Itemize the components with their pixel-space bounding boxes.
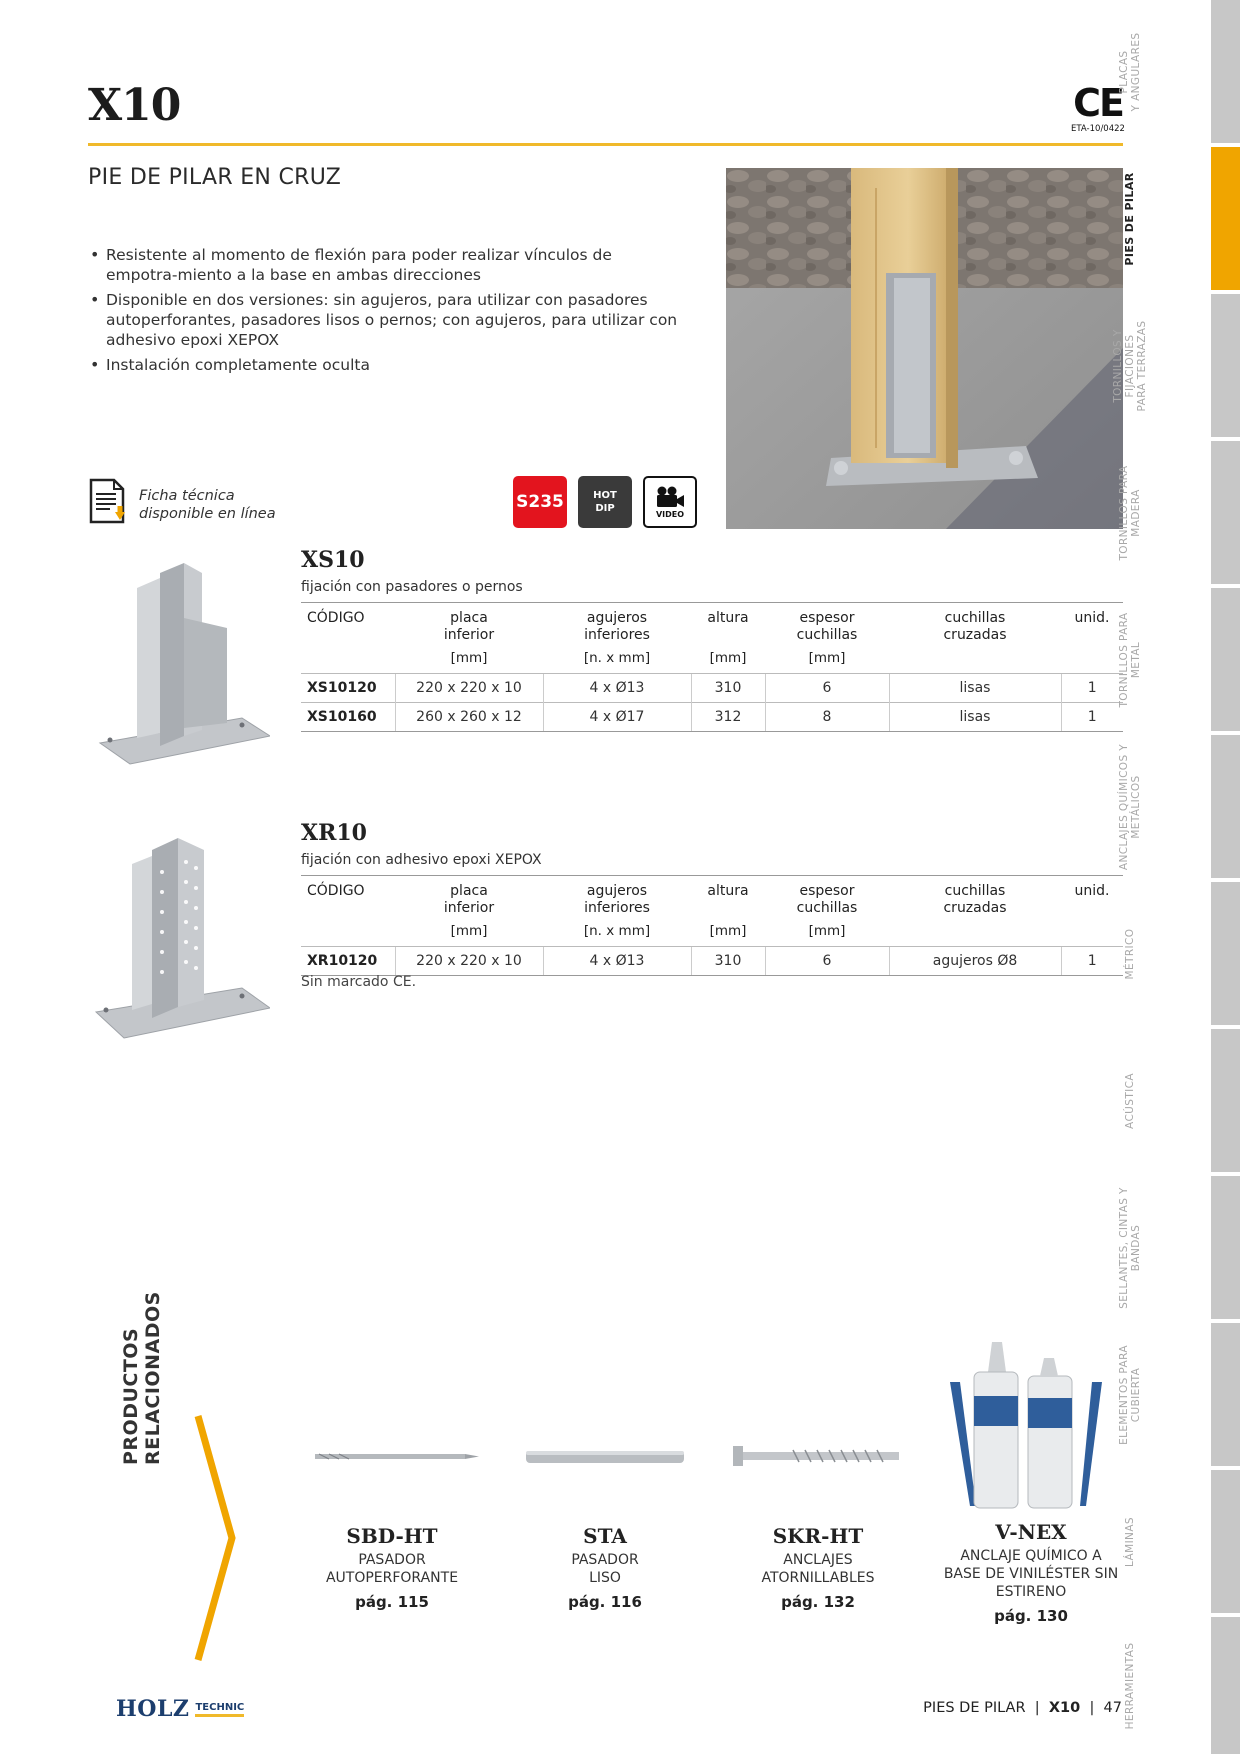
related-page-link[interactable]: pág. 130 — [994, 1607, 1068, 1625]
dowel-image — [297, 1340, 487, 1520]
tab-herramientas[interactable] — [1211, 1617, 1240, 1754]
related-name: SBD-HT — [346, 1524, 438, 1548]
col-code: CÓDIGO — [301, 876, 395, 918]
steel-grade-badge: S235 — [513, 476, 567, 528]
footer-separator: | — [1034, 1700, 1040, 1716]
related-name: SKR-HT — [772, 1524, 864, 1548]
tab-cubierta[interactable] — [1211, 1323, 1240, 1466]
cell-blades: lisas — [889, 703, 1061, 732]
cell-code: XS10160 — [301, 703, 395, 732]
unit-plate: [mm] — [450, 650, 488, 666]
col-units: unid. — [1061, 876, 1123, 918]
related-products-label — [120, 1285, 180, 1465]
screw-anchor-image — [723, 1340, 913, 1520]
footer-separator: | — [1089, 1700, 1095, 1716]
tab-anclajes[interactable] — [1211, 735, 1240, 878]
tab-label — [1057, 1617, 1203, 1754]
cell-thickness: 6 — [765, 947, 889, 976]
feature-item: • Instalación completamente oculta — [88, 355, 688, 375]
xr10-title: XR10 — [301, 820, 367, 846]
cell-height: 310 — [691, 947, 765, 976]
tab-label-text: TORNILLOS PARA MADERA — [1118, 465, 1142, 561]
related-label-line-2: RELACIONADOS — [142, 1291, 164, 1465]
cell-holes: 4 x Ø13 — [543, 947, 691, 976]
tab-metrico[interactable] — [1211, 882, 1240, 1025]
tab-label-text: SELLANTES, CINTAS Y BANDAS — [1118, 1186, 1142, 1309]
tab-label-text: LÁMINAS — [1124, 1516, 1136, 1567]
cell-thickness: 6 — [765, 674, 889, 703]
table-row — [301, 703, 1123, 732]
footer-product: X10 — [1048, 1700, 1081, 1716]
product-subtitle: PIE DE PILAR EN CRUZ — [88, 165, 342, 190]
tab-label — [1057, 735, 1203, 878]
document-download-icon[interactable] — [88, 478, 128, 526]
cell-plate: 220 x 220 x 10 — [395, 674, 543, 703]
cell-units: 1 — [1061, 703, 1123, 732]
ce-mark: CE — [1073, 81, 1123, 125]
related-page-link[interactable]: pág. 132 — [781, 1593, 855, 1611]
brand-logo — [116, 1696, 244, 1722]
feature-list — [88, 245, 688, 380]
footer-section: PIES DE PILAR — [923, 1700, 1026, 1716]
tab-pies-de-pilar[interactable] — [1211, 147, 1240, 290]
cell-code: XR10120 — [301, 947, 395, 976]
ficha-tecnica-text[interactable] — [139, 487, 276, 523]
table-units-row — [301, 917, 1123, 947]
related-desc: ANCLAJE QUÍMICO A BASE DE VINILÉSTER SIN ESTIRENO — [943, 1548, 1119, 1600]
cell-thickness: 8 — [765, 703, 889, 732]
logo-sub: TECHNIC — [195, 1702, 244, 1717]
unit-holes: [n. x mm] — [583, 923, 651, 939]
col-height: altura — [691, 603, 765, 645]
col-thickness: espesor cuchillas — [765, 876, 889, 918]
feature-item: • Resistente al momento de flexión para poder realizar vínculos de empotra-miento a la base en ambas direcciones — [88, 245, 688, 285]
tab-label — [1057, 441, 1203, 584]
tab-label-text: ELEMENTOS PARA CUBIERTA — [1118, 1344, 1142, 1445]
tab-label-text: ACÚSTICA — [1124, 1072, 1136, 1129]
col-holes: agujeros inferiores — [543, 876, 691, 918]
tab-tornillos-metal[interactable] — [1211, 588, 1240, 731]
ficha-line-2: disponible en línea — [139, 506, 276, 522]
tab-label-text: ANCLAJES QUÍMICOS Y METÁLICOS — [1118, 743, 1142, 870]
cell-holes: 4 x Ø13 — [543, 674, 691, 703]
cell-plate: 220 x 220 x 10 — [395, 947, 543, 976]
tab-label — [1057, 1470, 1203, 1613]
related-page-link[interactable]: pág. 116 — [568, 1593, 642, 1611]
related-name: V-NEX — [995, 1520, 1067, 1544]
col-thickness: espesor cuchillas — [765, 603, 889, 645]
tab-acustica[interactable] — [1211, 1029, 1240, 1172]
chevron-right-icon — [190, 1412, 240, 1664]
tab-laminas[interactable] — [1211, 1470, 1240, 1613]
related-desc: PASADOR AUTOPERFORANTE — [325, 1552, 459, 1586]
xr10-product-image — [92, 832, 270, 1052]
table-header-row — [301, 603, 1123, 645]
tab-sellantes[interactable] — [1211, 1176, 1240, 1319]
tab-label-active — [1057, 147, 1203, 290]
unit-thickness: [mm] — [808, 923, 846, 939]
col-code: CÓDIGO — [301, 603, 395, 645]
hot-dip-badge: HOT DIP — [578, 476, 632, 528]
tab-placas[interactable] — [1211, 0, 1240, 143]
xr10-subtitle: fijación con adhesivo epoxi XEPOX — [301, 852, 542, 868]
unit-height: [mm] — [709, 923, 747, 939]
related-label-line-1: PRODUCTOS — [120, 1327, 142, 1465]
xs10-product-image — [92, 558, 270, 778]
header-rule — [88, 143, 1123, 146]
smooth-dowel-image — [510, 1340, 700, 1520]
xs10-table — [301, 602, 1123, 732]
cell-units: 1 — [1061, 674, 1123, 703]
col-plate: placa inferior — [395, 603, 543, 645]
related-item-sbd-ht[interactable] — [292, 1340, 492, 1611]
tab-label — [1057, 1029, 1203, 1172]
col-height: altura — [691, 876, 765, 918]
cell-code: XS10120 — [301, 674, 395, 703]
cell-holes: 4 x Ø17 — [543, 703, 691, 732]
video-camera-icon — [655, 486, 685, 508]
unit-plate: [mm] — [450, 923, 488, 939]
tab-label — [1057, 1176, 1203, 1319]
related-page-link[interactable]: pág. 115 — [355, 1593, 429, 1611]
unit-thickness: [mm] — [808, 650, 846, 666]
col-plate: placa inferior — [395, 876, 543, 918]
tab-label — [1057, 294, 1203, 437]
xr10-table — [301, 875, 1123, 976]
cell-blades: agujeros Ø8 — [889, 947, 1061, 976]
tab-label-text: TORNILLOS Y FIJACIONES PARA TERRAZAS — [1112, 320, 1148, 411]
table-units-row — [301, 644, 1123, 674]
eta-code: ETA-10/0422 — [1071, 124, 1125, 134]
cell-height: 310 — [691, 674, 765, 703]
tab-label-text: TORNILLOS PARA METAL — [1118, 612, 1142, 708]
unit-height: [mm] — [709, 650, 747, 666]
related-item-sta[interactable] — [505, 1340, 705, 1611]
cell-plate: 260 x 260 x 12 — [395, 703, 543, 732]
table-header-row — [301, 876, 1123, 918]
xs10-title: XS10 — [301, 547, 365, 573]
page-number: 47 — [1103, 1700, 1122, 1716]
related-desc: PASADOR LISO — [571, 1552, 639, 1586]
unit-holes: [n. x mm] — [583, 650, 651, 666]
tab-label-text: PLACAS Y ANGULARES — [1118, 32, 1142, 111]
cell-blades: lisas — [889, 674, 1061, 703]
col-holes: agujeros inferiores — [543, 603, 691, 645]
table-row — [301, 674, 1123, 703]
related-item-skr-ht[interactable] — [718, 1340, 918, 1611]
tab-label — [1057, 1323, 1203, 1466]
xs10-subtitle: fijación con pasadores o pernos — [301, 579, 523, 595]
tab-label-text: MÉTRICO — [1124, 928, 1136, 979]
cell-height: 312 — [691, 703, 765, 732]
cell-units: 1 — [1061, 947, 1123, 976]
tab-label-text: HERRAMIENTAS — [1124, 1642, 1136, 1729]
related-name: STA — [583, 1524, 627, 1548]
related-desc: ANCLAJES ATORNILLABLES — [761, 1552, 875, 1586]
ce-note: Sin marcado CE. — [301, 974, 417, 990]
logo-main: HOLZ — [116, 1696, 190, 1722]
video-label: VIDEO — [655, 509, 685, 519]
tab-label — [1057, 588, 1203, 731]
col-units: unid. — [1061, 603, 1123, 645]
table-row — [301, 947, 1123, 976]
tab-label — [1057, 0, 1203, 143]
ficha-line-1: Ficha técnica — [139, 488, 235, 504]
page-title: X10 — [88, 80, 181, 131]
tab-label — [1057, 882, 1203, 1025]
tab-tornillos-terrazas[interactable] — [1211, 294, 1240, 437]
col-blades: cuchillas cruzadas — [889, 876, 1061, 918]
video-badge[interactable] — [643, 476, 697, 528]
tab-label-text: PIES DE PILAR — [1123, 171, 1136, 266]
feature-item: • Disponible en dos versiones: sin agujeros, para utilizar con pasadores autoperforantes, pasadores lisos o pernos; con agujeros, para utilizar con adhesivo epoxi XEPOX — [88, 290, 688, 350]
col-blades: cuchillas cruzadas — [889, 603, 1061, 645]
tab-tornillos-madera[interactable] — [1211, 441, 1240, 584]
